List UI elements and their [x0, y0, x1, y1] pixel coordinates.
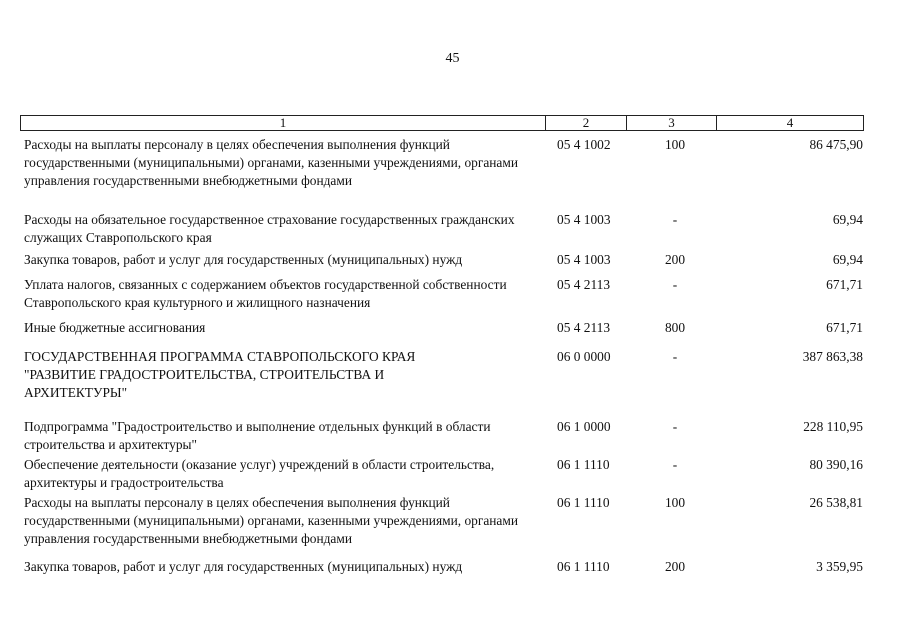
row-type: - — [672, 277, 678, 292]
row-amount: 228 110,95 — [803, 419, 863, 434]
row-name: Закупка товаров, работ и услуг для государственных (муниципальных) нужд — [24, 252, 463, 267]
row-name: Расходы на обязательное государственное страхование государственных гражданских служащих Ставропольского края — [24, 212, 515, 245]
row-amount: 387 863,38 — [802, 349, 863, 364]
row-name: ГОСУДАРСТВЕННАЯ ПРОГРАММА СТАВРОПОЛЬСКОГО КРАЯ "РАЗВИТИЕ ГРАДОСТРОИТЕЛЬСТВА, СТРОИТЕЛЬСТВА И АРХИТЕКТУРЫ" — [24, 349, 416, 400]
row-name: Уплата налогов, связанных с содержанием объектов государственной собственности Ставропольского края культурного и жилищного назначения — [24, 277, 507, 310]
row-type: 100 — [664, 495, 686, 510]
row-type: - — [672, 349, 678, 364]
column-header-4: 4 — [786, 115, 794, 130]
row-code: 05 4 2113 — [557, 320, 611, 335]
row-type: - — [672, 419, 678, 434]
row-code: 05 4 1003 — [557, 212, 611, 227]
row-amount: 671,71 — [826, 320, 863, 335]
column-header-2: 2 — [582, 115, 590, 130]
row-code: 06 1 1110 — [557, 559, 610, 574]
row-name: Подпрограмма "Градостроительство и выполнение отдельных функций в области строительства и архитектуры" — [24, 419, 491, 452]
row-code: 06 1 1110 — [557, 495, 610, 510]
row-code: 05 4 1003 — [557, 252, 611, 267]
row-code: 05 4 2113 — [557, 277, 611, 292]
table-header — [20, 115, 864, 131]
column-header-1: 1 — [279, 115, 287, 130]
column-header-3: 3 — [668, 115, 675, 130]
row-amount: 26 538,81 — [809, 495, 863, 510]
row-name: Закупка товаров, работ и услуг для государственных (муниципальных) нужд — [24, 559, 463, 574]
row-amount: 671,71 — [826, 277, 863, 292]
row-name: Обеспечение деятельности (оказание услуг) учреждений в области строительства, архитектуры и градостроительства — [24, 457, 495, 490]
row-amount: 69,94 — [832, 212, 863, 227]
row-name: Расходы на выплаты персоналу в целях обеспечения выполнения функций государственными (муниципальными) органами, казенными учреждениями, органами управления государственными внебюджетными фондами — [24, 137, 519, 188]
row-name: Расходы на выплаты персоналу в целях обеспечения выполнения функций государственными (муниципальными) органами, казенными учреждениями, органами управления государственными внебюджетными фондами — [24, 495, 519, 546]
row-type: - — [672, 457, 678, 472]
row-type: 200 — [664, 559, 686, 574]
row-code: 06 1 1110 — [557, 457, 610, 472]
row-amount: 86 475,90 — [809, 137, 863, 152]
row-type: 100 — [664, 137, 686, 152]
row-amount: 3 359,95 — [816, 559, 863, 574]
row-type: 200 — [664, 252, 686, 267]
row-code: 06 1 0000 — [557, 419, 611, 434]
row-type: - — [672, 212, 678, 227]
row-amount: 80 390,16 — [809, 457, 863, 472]
row-amount: 69,94 — [832, 252, 863, 267]
row-code: 05 4 1002 — [557, 137, 611, 152]
row-name: Иные бюджетные ассигнования — [24, 320, 206, 335]
row-code: 06 0 0000 — [557, 349, 611, 364]
page-number: 45 — [445, 51, 460, 66]
row-type: 800 — [664, 320, 686, 335]
